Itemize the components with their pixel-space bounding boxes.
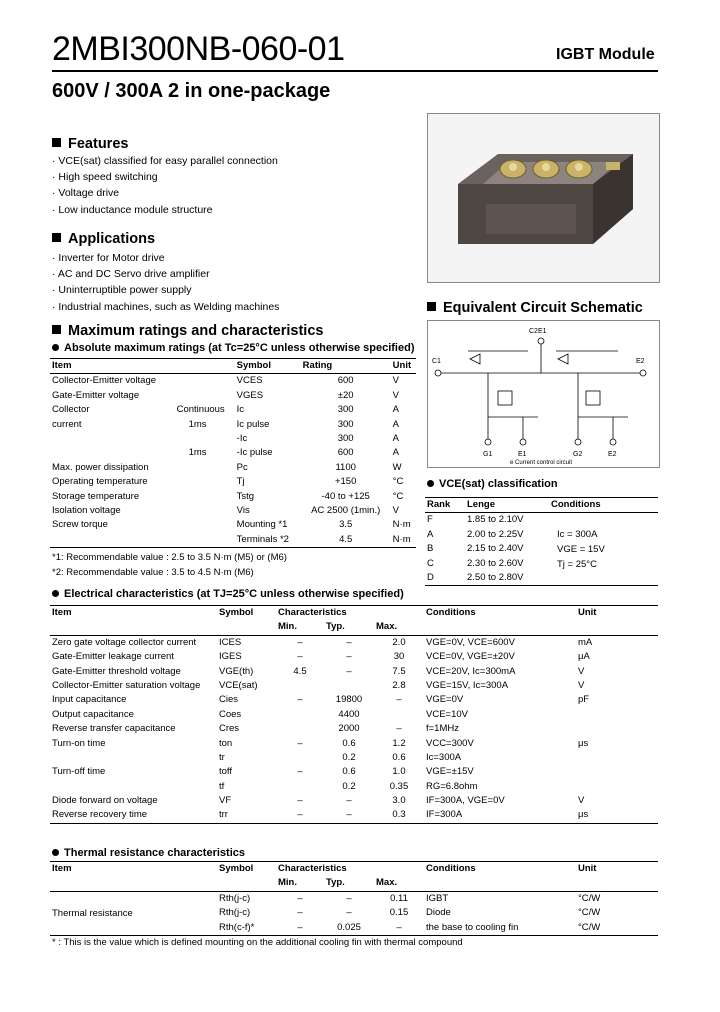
table-row: Operating temperature Tj +150 °C — [52, 476, 404, 488]
label-e2: E2 — [636, 358, 645, 365]
vce-class-heading: VCE(sat) classification — [427, 478, 558, 490]
part-number: 2MBI300NB-060-01 — [52, 30, 345, 68]
module-photo — [427, 113, 660, 283]
bullet-dot-icon — [52, 590, 59, 597]
square-bullet-icon — [427, 302, 436, 311]
schematic-heading: Equivalent Circuit Schematic — [427, 300, 643, 316]
table-row: F 1.85 to 2.10V Ic = 300A VGE = 15V Tj = 25°C — [427, 514, 605, 570]
electrical-heading: Electrical characteristics (at TJ=25°C unless otherwise specified) — [52, 588, 404, 600]
table-row: Thermal resistance Rth(j-c) – – 0.11 IGBT °C/W — [52, 892, 601, 919]
thermal-table: Item Symbol Characteristics Conditions Unit Min. Typ. Max. Thermal resistance Rth(j-c) – – 0.11 IGBT °C/W Rth(j-c) – – 0.15 Diode °C/W Rth(c-f)* – 0.025 – the base to cooling fin °C/W — [50, 861, 658, 936]
label-g2: G2 — [573, 451, 583, 458]
table-row: Zero gate voltage collector current ICES – – 2.0 VGE=0V, VCE=600V mA — [52, 636, 593, 648]
table-row: Isolation voltage Vis AC 2500 (1min.) V — [52, 504, 400, 516]
features-heading: Features — [52, 136, 128, 152]
table-row: Collector-Emitter voltage VCES 600 V — [52, 375, 400, 387]
table-row: tf 0.2 0.35 RG=6.8ohm — [219, 780, 478, 792]
table-row: Terminals *2 4.5 N·m — [50, 533, 416, 548]
table-row: Storage temperature Tstg -40 to +125 °C — [52, 490, 404, 502]
table-row: Gate-Emitter voltage VGES ±20 V — [52, 389, 400, 401]
table-row: Output capacitance Coes 4400 VCE=10V — [52, 708, 468, 720]
circuit-schematic — [427, 320, 660, 468]
thermal-footnote: * : This is the value which is defined mounting on the additional cooling fin with thermal compound — [52, 937, 463, 948]
list-item: · Low inductance module structure — [52, 202, 278, 218]
list-item: · AC and DC Servo drive amplifier — [52, 266, 279, 282]
square-bullet-icon — [52, 325, 61, 334]
label-g1: G1 — [483, 451, 493, 458]
max-ratings-heading: Maximum ratings and characteristics — [52, 323, 323, 339]
bullet-dot-icon — [52, 344, 59, 351]
bullet-dot-icon — [52, 849, 59, 856]
table-row: Gate-Emitter threshold voltage VGE(th) 4.5 – 7.5 VCE=20V, Ic=300mA V — [52, 665, 585, 677]
table-row: Collector Continuous Ic 300 A — [52, 404, 400, 416]
page-subtitle: 600V / 300A 2 in one-package — [52, 80, 331, 102]
square-bullet-icon — [52, 138, 61, 147]
footnote-1: *1: Recommendable value : 2.5 to 3.5 N·m (M5) or (M6) — [52, 552, 287, 563]
table-row: Gate-Emitter leakage current IGES – – 30 VCE=0V, VGE=±20V μA — [52, 651, 590, 663]
list-item: · High speed switching — [52, 169, 278, 185]
square-bullet-icon — [52, 233, 61, 242]
max-ratings-table: Item Symbol Rating Unit Collector-Emitter voltage VCES 600 V Gate-Emitter voltage VGES ±20 V Collector Continuous Ic 300 A current 1ms Ic pulse 300 A -Ic 300 A 1ms -Ic pulse 600 A Max. power dissipation Pc 1100 W Operating temperature Tj +150 °C Storage temperature Tstg -40 to +125 °C Isolation voltage Vis AC 2500 (1min.) V Screw torque Mounting *1 3.5 N·m Terminals *2 4.5 N·m — [50, 358, 416, 548]
label-c2e1: C2E1 — [529, 328, 547, 335]
table-row: B 2.15 to 2.40V — [427, 543, 524, 555]
vce-class-table: Rank Lenge Conditions F 1.85 to 2.10V Ic = 300A VGE = 15V Tj = 25°C A 2.00 to 2.25V B 2.15 to 2.40V C 2.30 to 2.60V D 2.50 to 2.80V — [425, 497, 658, 586]
table-row: Screw torque Mounting *1 3.5 N·m — [52, 519, 411, 531]
applications-heading: Applications — [52, 231, 155, 247]
table-row: C 2.30 to 2.60V — [427, 557, 524, 569]
abs-max-subheading: Absolute maximum ratings (at Tc=25°C unless otherwise specified) — [52, 342, 415, 354]
table-row: Reverse transfer capacitance Cres 2000 – f=1MHz — [52, 723, 459, 735]
list-item: · Inverter for Motor drive — [52, 250, 279, 266]
list-item: · Uninterruptible power supply — [52, 282, 279, 298]
footnote-2: *2: Recommendable value : 3.5 to 4.5 N·m (M6) — [52, 567, 254, 578]
title-rule — [52, 70, 658, 72]
table-row: A 2.00 to 2.25V — [427, 528, 524, 540]
table-row: tr 0.2 0.6 Ic=300A — [219, 751, 462, 763]
label-c1: C1 — [432, 358, 441, 365]
list-item: · VCE(sat) classified for easy parallel connection — [52, 153, 278, 169]
features-list — [52, 153, 278, 218]
table-row: D 2.50 to 2.80V — [425, 571, 658, 586]
schematic-caption: e Current control circuit — [510, 460, 573, 466]
bullet-dot-icon — [427, 480, 434, 487]
table-row: current 1ms Ic pulse 300 A — [52, 418, 400, 430]
list-item: · Voltage drive — [52, 185, 278, 201]
label-e2-lower: E2 — [608, 451, 617, 458]
table-row: Diode forward on voltage VF – – 3.0 IF=300A, VGE=0V V — [52, 795, 585, 807]
label-e1: E1 — [518, 451, 527, 458]
table-row: Rth(j-c) – – 0.15 Diode °C/W — [219, 907, 601, 919]
applications-list — [52, 250, 279, 315]
list-item: · Industrial machines, such as Welding machines — [52, 299, 279, 315]
table-row: -Ic 300 A — [236, 432, 400, 444]
table-row: Turn-on time ton – 0.6 1.2 VCC=300V μs — [52, 737, 589, 749]
table-row: Turn-off time toff – 0.6 1.0 VGE=±15V — [52, 766, 474, 778]
table-row: Collector-Emitter saturation voltage VCE(sat) 2.8 VGE=15V, Ic=300A V — [52, 679, 585, 691]
electrical-table: Item Symbol Characteristics Conditions Unit Min. Typ. Max. Zero gate voltage collector current ICES – – 2.0 VGE=0V, VCE=600V mA Gate-Emitter leakage current IGES – – 30 VCE=0V, VGE=±20V μA Gate-Emitter threshold voltage VGE(th) 4.5 – 7.5 VCE=20V, Ic=300mA V Collector-Emitter saturation voltage VCE(sat) 2.8 VGE=15V, Ic=300A V Input capacitance Cies – 19800 – VGE=0V pF Output capacitance Coes 4400 VCE=10V Reverse transfer capacitance Cres 2000 – f=1MHz Turn-on time ton – 0.6 1.2 VCC=300V μs tr 0.2 0.6 Ic=300A Turn-off time toff – 0.6 1.0 VGE=±15V tf 0.2 0.35 RG=6.8ohm Diode forward on voltage VF – – 3.0 IF=300A, VGE=0V V Reverse recovery time trr – – 0.3 IF=300A μs — [50, 605, 658, 824]
module-type: IGBT Module — [556, 46, 655, 63]
thermal-heading: Thermal resistance characteristics — [52, 847, 245, 859]
table-row: Reverse recovery time trr – – 0.3 IF=300A μs — [50, 808, 658, 823]
table-row: Max. power dissipation Pc 1100 W — [52, 461, 402, 473]
table-row: Input capacitance Cies – 19800 – VGE=0V pF — [52, 694, 590, 706]
table-row: 1ms -Ic pulse 600 A — [188, 447, 400, 459]
table-row: Rth(c-f)* – 0.025 – the base to cooling fin °C/W — [50, 921, 658, 936]
